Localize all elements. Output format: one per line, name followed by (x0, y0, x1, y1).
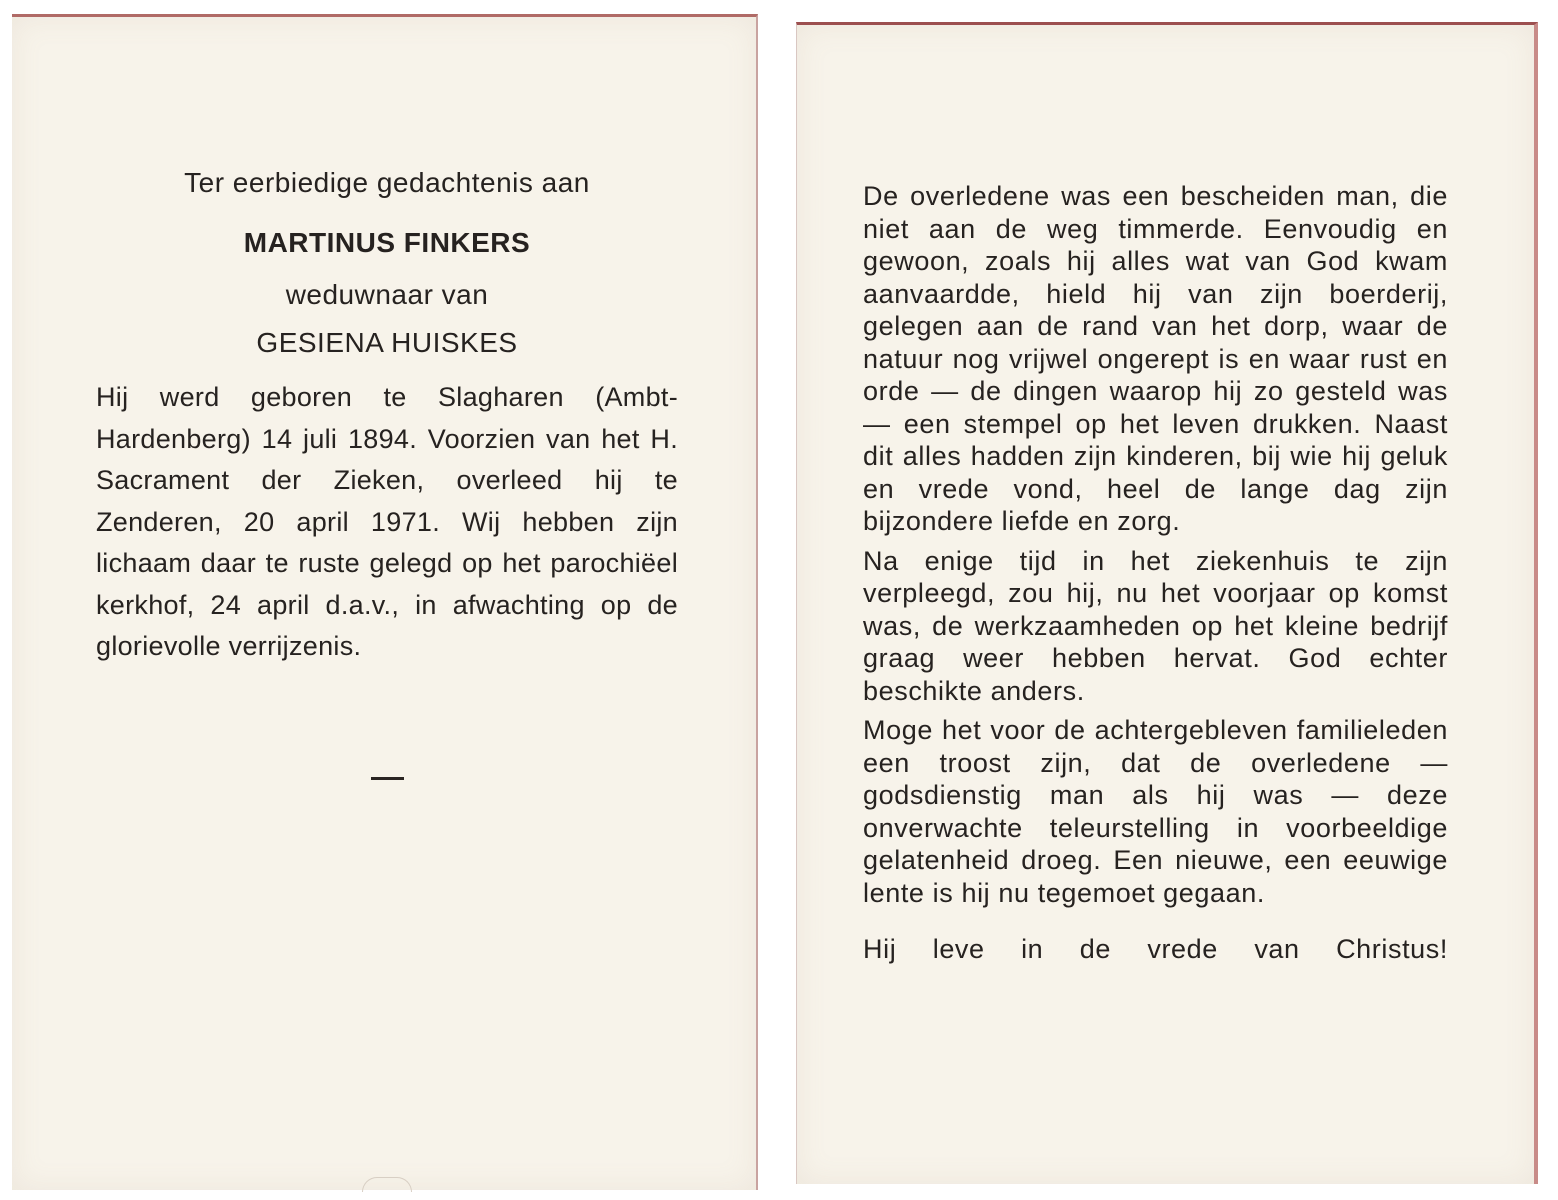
right-card (796, 22, 1538, 1184)
right-card-content (863, 180, 1448, 966)
closing-line: Hij leve in de vrede van Christus! (863, 934, 1448, 964)
left-card (12, 14, 758, 1190)
memorial-paragraph-2: Na enige tijd in het ziekenhuis te zijn verpleegd, zou hij, nu het voorjaar op komst was, de werkzaamheden op het kleine bedrijf graag weer hebben hervat. God echter beschikte anders. (863, 545, 1448, 706)
memorial-paragraph-1: De overledene was een bescheiden man, die niet aan de weg timmerde. Eenvoudig en gewoon, zoals hij alles wat van God kwam aanvaardde, hield hij van zijn boerderij, gelegen aan de rand van het dorp, waar de natuur nog vrijwel ongerept is en waar rust en orde — de dingen waarop hij zo gesteld was — een stempel op het leven drukken. Naast dit alles hadden zijn kinderen, bij wie hij geluk en vrede vond, heel de lange dag zijn bijzondere liefde en zorg. (863, 181, 1448, 536)
deceased-name: MARTINUS FINKERS (243, 227, 531, 258)
separator-dash (371, 777, 404, 780)
memorial-paragraph-3: Moge het voor de achtergebleven familieleden een troost zijn, dat de overledene — godsdienstig man als hij was — deze onverwachte teleurstelling in voorbeeldige gelatenheid droeg. Een nieuwe, een eeuwige lente is hij nu tegemoet gegaan. (863, 715, 1448, 908)
left-card-content (96, 167, 678, 668)
spouse-name: GESIENA HUISKES (256, 327, 518, 358)
widower-line: weduwnaar van (285, 279, 489, 310)
intro-line: Ter eerbiedige gedachtenis aan (184, 167, 590, 198)
biography-paragraph: Hij werd geboren te Slagharen (Ambt-Hardenberg) 14 juli 1894. Voorzien van het H. Sacrament der Zieken, overleed hij te Zenderen, 20 april 1971. Wij hebben zijn lichaam daar te ruste gelegd op het parochiëel kerkhof, 24 april d.a.v., in afwachting op de glorievolle verrijzenis. (96, 382, 678, 661)
card-notch (362, 1177, 412, 1192)
